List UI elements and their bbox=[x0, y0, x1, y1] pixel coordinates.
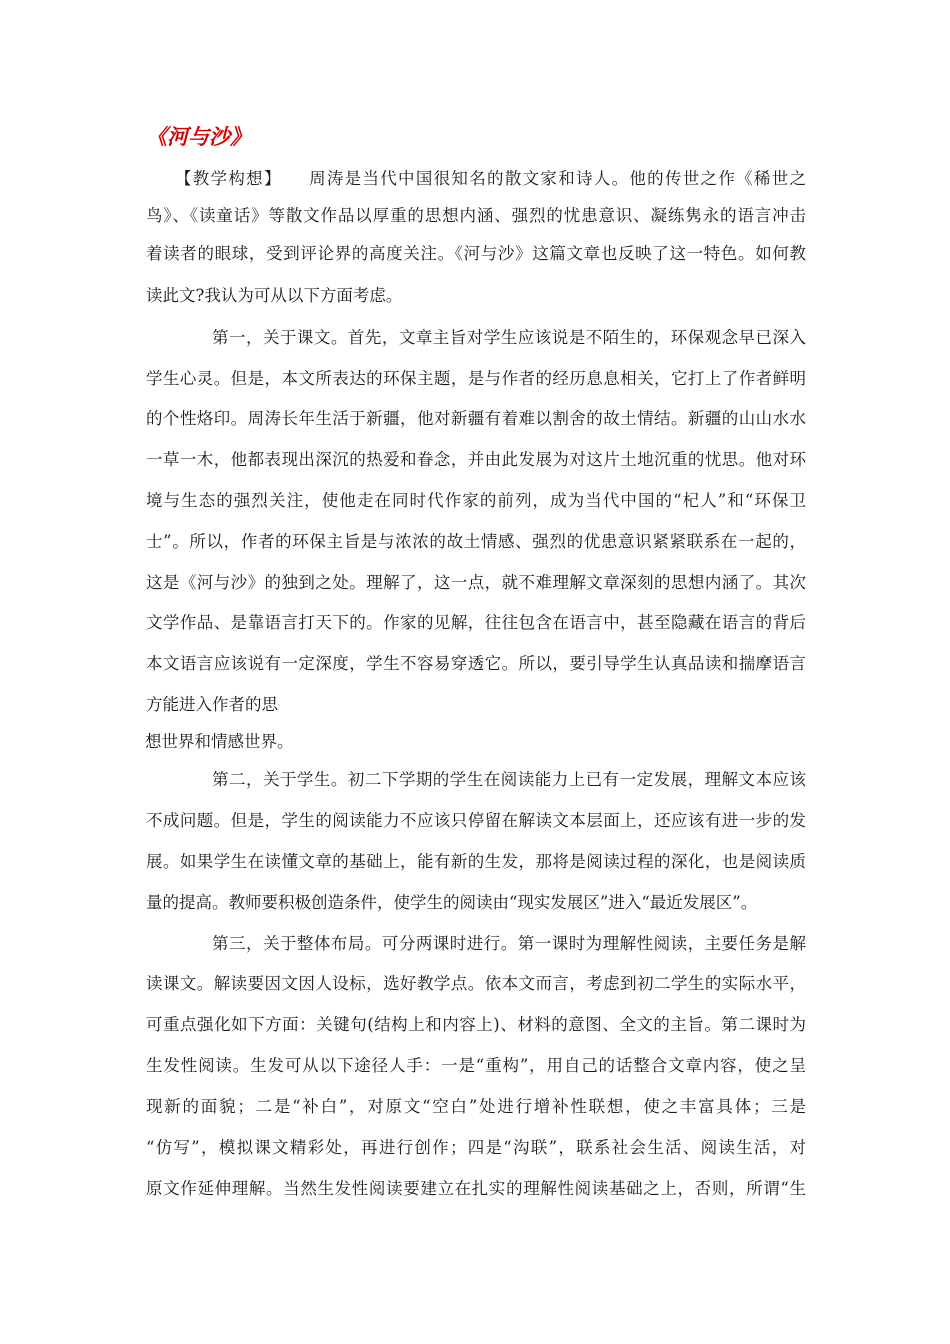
paragraph-2-line-1: 第一，关于课文。首先，文章主旨对学生应该说是不陌生的，环保观念早已深入 bbox=[212, 328, 806, 347]
paragraph-2-line-10: 方能进入作者的思 bbox=[146, 695, 278, 714]
paragraph-3-line-4: 量的提高。教师要积极创造条件，使学生的阅读由“现实发展区”进入“最近发展区”。 bbox=[146, 893, 758, 912]
paragraph-3-line-1: 第二，关于学生。初二下学期的学生在阅读能力上已有一定发展，理解文本应该 bbox=[212, 770, 806, 789]
paragraph-4-line-2: 读课文。解读要因文因人设标，选好教学点。依本文而言，考虑到初二学生的实际水平， bbox=[146, 974, 806, 993]
paragraph-4-line-1: 第三，关于整体布局。可分两课时进行。第一课时为理解性阅读，主要任务是解 bbox=[212, 934, 806, 953]
paragraph-1-line-1: 【教学构想】 周涛是当代中国很知名的散文家和诗人。他的传世之作《稀世之 bbox=[175, 169, 806, 188]
paragraph-2-line-6: 士”。所以，作者的环保主旨是与浓浓的故土情感、强烈的优患意识紧紧联系在一起的， bbox=[146, 532, 806, 551]
paragraph-1-line-2: 鸟》、《读童话》等散文作品以厚重的思想内涵、强烈的忧患意识、凝练隽永的语言冲击 bbox=[146, 206, 806, 225]
paragraph-4-line-4: 生发性阅读。生发可从以下途径人手：一是“重构”，用自己的话整合文章内容，使之呈 bbox=[146, 1056, 806, 1075]
paragraph-2-line-3: 的个性烙印。周涛长年生活于新疆，他对新疆有着难以割舍的故土情结。新疆的山山水水 bbox=[146, 409, 806, 428]
paragraph-2-line-9: 本文语言应该说有一定深度，学生不容易穿透它。所以，要引导学生认真品读和揣摩语言 bbox=[146, 654, 806, 673]
paragraph-2-line-5: 境与生态的强烈关注，使他走在同时代作家的前列，成为当代中国的“杞人”和“环保卫 bbox=[146, 491, 806, 510]
paragraph-2-line-8: 文学作品、是靠语言打天下的。作家的见解，往往包含在语言中，甚至隐藏在语言的背后 bbox=[146, 613, 806, 632]
paragraph-3-line-3: 展。如果学生在读懂文章的基础上，能有新的生发，那将是阅读过程的深化，也是阅读质 bbox=[146, 852, 806, 871]
paragraph-4-line-6: “仿写”，模拟课文精彩处，再进行创作；四是“沟联”，联系社会生活、阅读生活，对 bbox=[146, 1138, 806, 1157]
paragraph-2-line-7: 这是《河与沙》的独到之处。理解了，这一点，就不难理解文章深刻的思想内涵了。其次 bbox=[146, 573, 806, 592]
paragraph-2-line-11: 想世界和情感世界。 bbox=[145, 732, 294, 751]
paragraph-4-line-3: 可重点强化如下方面：关键句(结构上和内容上)、材料的意图、全文的主旨。第二课时为 bbox=[146, 1015, 806, 1034]
paragraph-2-line-2: 学生心灵。但是，本文所表达的环保主题，是与作者的经历息息相关，它打上了作者鲜明 bbox=[146, 369, 806, 388]
paragraph-4-line-7: 原文作延伸理解。当然生发性阅读要建立在扎实的理解性阅读基础之上，否则，所谓“生 bbox=[146, 1179, 806, 1198]
paragraph-1-line-4: 读此文?我认为可从以下方面考虑。 bbox=[146, 286, 403, 305]
document-title: 《河与沙》 bbox=[146, 124, 251, 149]
paragraph-1-line-3: 着读者的眼球，受到评论界的高度关注。《河与沙》这篇文章也反映了这一特色。如何教 bbox=[146, 244, 806, 263]
paragraph-4-line-5: 现新的面貌；二是“补白”，对原文“空白”处进行增补性联想，使之丰富具体；三是 bbox=[146, 1097, 806, 1116]
paragraph-2-line-4: 一草一木，他都表现出深沉的热爱和眷念，并由此发展为对这片土地沉重的忧思。他对环 bbox=[146, 450, 806, 469]
paragraph-3-line-2: 不成问题。但是，学生的阅读能力不应该只停留在解读文本层面上，还应该有进一步的发 bbox=[146, 811, 806, 830]
